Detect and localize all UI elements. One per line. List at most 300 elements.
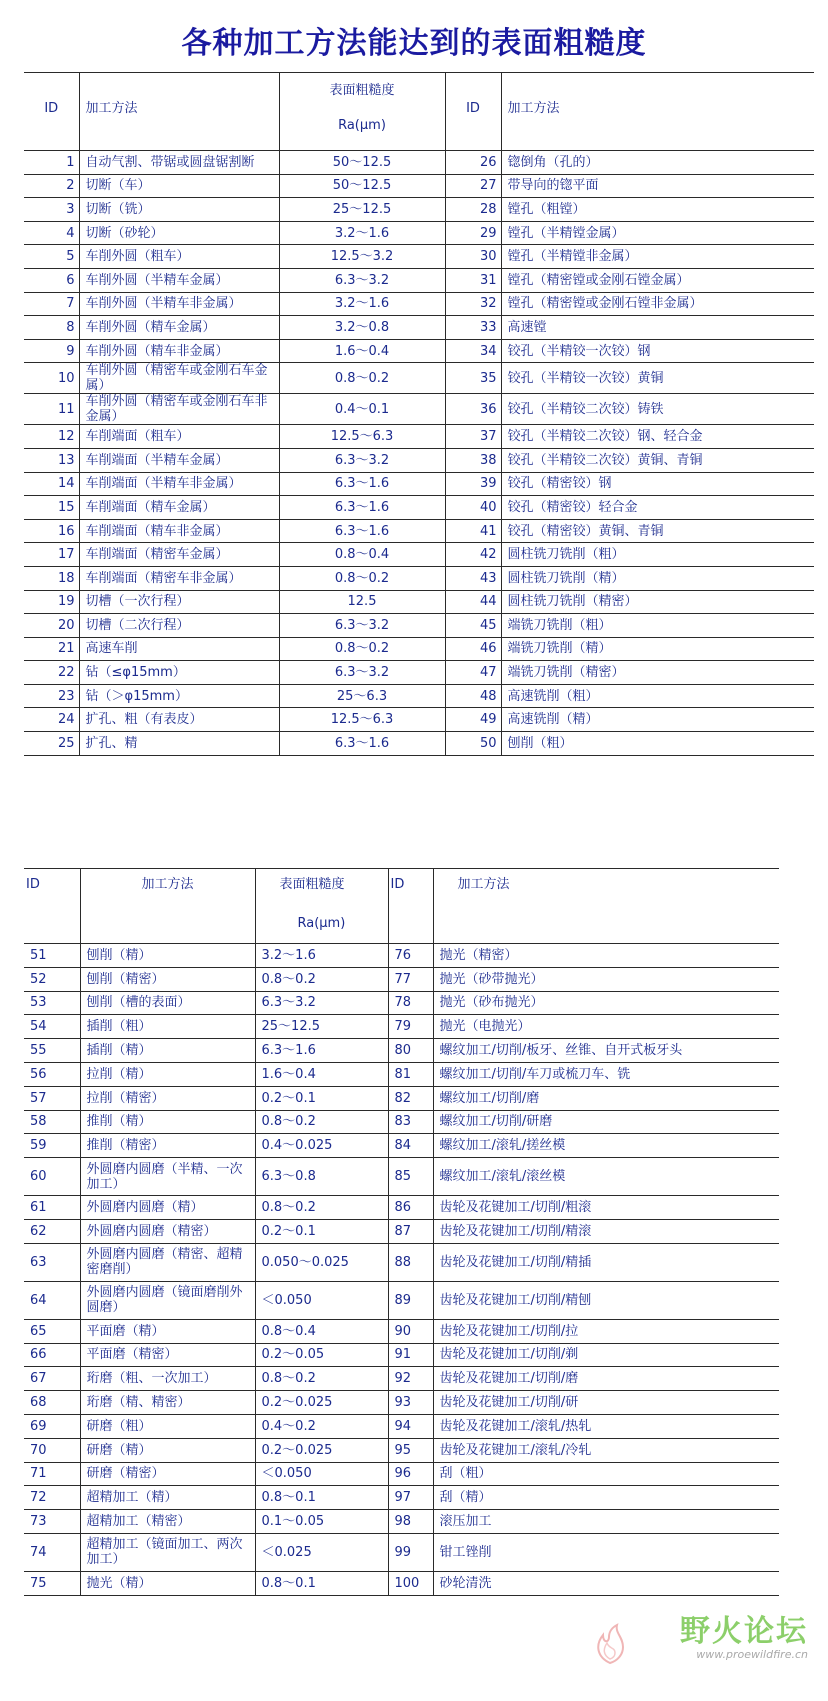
row-id2: 28: [445, 198, 501, 222]
row-id2: 31: [445, 268, 501, 292]
roughness-table-1: [24, 72, 814, 756]
table-row: [24, 732, 814, 756]
row-id: 18: [24, 566, 79, 590]
row-method2: 铰孔（半精铰二次铰）钢、轻合金: [501, 425, 814, 449]
row-id: 15: [24, 496, 79, 520]
row-roughness: 0.4～0.025: [255, 1134, 388, 1158]
row-roughness: 50～12.5: [279, 174, 445, 198]
row-method: 研磨（精）: [80, 1438, 255, 1462]
row-method: 车削端面（半精车非金属）: [79, 472, 279, 496]
row-method: 平面磨（精密）: [80, 1343, 255, 1367]
row-id: 58: [24, 1110, 80, 1134]
row-roughness: 3.2～1.6: [279, 221, 445, 245]
table-row: [24, 316, 814, 340]
row-id2: 41: [445, 519, 501, 543]
row-roughness: 0.2～0.025: [255, 1391, 388, 1415]
row-method2: 螺纹加工/切削/研磨: [433, 1110, 779, 1134]
table-row: [24, 472, 814, 496]
row-id2: 50: [445, 732, 501, 756]
row-roughness: 6.3～3.2: [279, 614, 445, 638]
row-id: 17: [24, 543, 79, 567]
row-id: 65: [24, 1319, 80, 1343]
row-id: 8: [24, 316, 79, 340]
table-row: [24, 1319, 779, 1343]
row-id2: 97: [388, 1486, 433, 1510]
row-id2: 38: [445, 448, 501, 472]
row-method2: 齿轮及花键加工/滚轧/冷轧: [433, 1438, 779, 1462]
table-row: [24, 1462, 779, 1486]
row-roughness: ＜0.050: [255, 1281, 388, 1319]
row-id2: 83: [388, 1110, 433, 1134]
method-header: 加工方法: [80, 869, 255, 944]
table-row: [24, 1438, 779, 1462]
row-method2: 螺纹加工/滚轧/搓丝模: [433, 1134, 779, 1158]
method2-header: 加工方法: [433, 869, 779, 944]
row-method: 研磨（精密）: [80, 1462, 255, 1486]
row-roughness: ＜0.025: [255, 1533, 388, 1571]
row-id2: 76: [388, 944, 433, 968]
row-method: 拉削（精）: [80, 1062, 255, 1086]
row-id2: 89: [388, 1281, 433, 1319]
row-id2: 45: [445, 614, 501, 638]
row-id: 63: [24, 1243, 80, 1281]
table-row: [24, 1367, 779, 1391]
row-id2: 48: [445, 684, 501, 708]
table-row: [24, 708, 814, 732]
row-method2: 螺纹加工/切削/板牙、丝锥、自开式板牙头: [433, 1039, 779, 1063]
row-method2: 铰孔（精密铰）黄铜、青铜: [501, 519, 814, 543]
row-id2: 42: [445, 543, 501, 567]
table-row: [24, 944, 779, 968]
row-id: 6: [24, 268, 79, 292]
row-id: 5: [24, 245, 79, 269]
table-row: [24, 566, 814, 590]
row-id: 67: [24, 1367, 80, 1391]
page-title: 各种加工方法能达到的表面粗糙度: [181, 26, 647, 61]
flame-logo-icon: [587, 1621, 633, 1667]
row-id: 60: [24, 1158, 80, 1196]
row-id: 12: [24, 425, 79, 449]
row-method2: 端铣刀铣削（精）: [501, 637, 814, 661]
row-roughness: 0.8～0.2: [255, 967, 388, 991]
id2-header: ID: [445, 73, 501, 151]
row-id: 55: [24, 1039, 80, 1063]
table-row: [24, 1281, 779, 1319]
row-method: 推削（精）: [80, 1110, 255, 1134]
row-method: 插削（粗）: [80, 1015, 255, 1039]
table-row: [24, 174, 814, 198]
row-roughness: 0.4～0.2: [255, 1414, 388, 1438]
row-id2: 93: [388, 1391, 433, 1415]
row-id2: 96: [388, 1462, 433, 1486]
row-roughness: 6.3～1.6: [279, 472, 445, 496]
row-method: 超精加工（精密）: [80, 1510, 255, 1534]
row-method2: 高速镗: [501, 316, 814, 340]
row-id2: 78: [388, 991, 433, 1015]
method-header: 加工方法: [79, 73, 279, 151]
row-method: 外圆磨内圆磨（精密、超精密磨削）: [80, 1243, 255, 1281]
row-method: 车削外圆（半精车非金属）: [79, 292, 279, 316]
row-method2: 铰孔（精密铰）钢: [501, 472, 814, 496]
row-method2: 镗孔（半精镗金属）: [501, 221, 814, 245]
row-roughness: 6.3～0.8: [255, 1158, 388, 1196]
row-method2: 滚压加工: [433, 1510, 779, 1534]
table-row: [24, 661, 814, 685]
row-method: 车削端面（精车非金属）: [79, 519, 279, 543]
row-id: 24: [24, 708, 79, 732]
roughness-header: 表面粗糙度 Ra(μm): [255, 869, 388, 944]
row-roughness: 25～12.5: [255, 1015, 388, 1039]
row-id: 52: [24, 967, 80, 991]
row-method2: 齿轮及花键加工/切削/精滚: [433, 1219, 779, 1243]
row-id: 69: [24, 1414, 80, 1438]
row-roughness: 0.2～0.05: [255, 1343, 388, 1367]
row-id2: 82: [388, 1086, 433, 1110]
row-roughness: 0.8～0.2: [279, 363, 445, 394]
table-row: [24, 1219, 779, 1243]
forum-watermark: [680, 1606, 808, 1661]
table-row: [24, 1414, 779, 1438]
row-method2: 高速铣削（精）: [501, 708, 814, 732]
table-header-row: [24, 73, 814, 151]
row-roughness: 0.2～0.1: [255, 1086, 388, 1110]
row-method2: 齿轮及花键加工/滚轧/热轧: [433, 1414, 779, 1438]
table-row: [24, 268, 814, 292]
table-row: [24, 519, 814, 543]
row-roughness: 6.3～3.2: [279, 268, 445, 292]
row-method: 切断（铣）: [79, 198, 279, 222]
row-id: 51: [24, 944, 80, 968]
row-method2: 螺纹加工/滚轧/滚丝模: [433, 1158, 779, 1196]
table-row: [24, 1110, 779, 1134]
row-roughness: 6.3～1.6: [279, 496, 445, 520]
row-method2: 齿轮及花键加工/切削/精刨: [433, 1281, 779, 1319]
row-roughness: 0.4～0.1: [279, 394, 445, 425]
table-header-row: [24, 869, 779, 944]
row-id2: 27: [445, 174, 501, 198]
row-method: 外圆磨内圆磨（半精、一次加工）: [80, 1158, 255, 1196]
row-id2: 36: [445, 394, 501, 425]
row-method: 车削外圆（粗车）: [79, 245, 279, 269]
row-method: 车削外圆（半精车金属）: [79, 268, 279, 292]
row-roughness: 50～12.5: [279, 151, 445, 175]
row-roughness: 6.3～3.2: [279, 661, 445, 685]
row-method: 车削外圆（精车非金属）: [79, 339, 279, 363]
id-header: ID: [24, 869, 80, 944]
row-method: 切断（砂轮）: [79, 221, 279, 245]
row-id2: 46: [445, 637, 501, 661]
row-method2: 圆柱铣刀铣削（精）: [501, 566, 814, 590]
row-method2: 圆柱铣刀铣削（粗）: [501, 543, 814, 567]
row-id2: 29: [445, 221, 501, 245]
row-id: 4: [24, 221, 79, 245]
table-row: [24, 1062, 779, 1086]
row-method2: 刮（精）: [433, 1486, 779, 1510]
row-id: 23: [24, 684, 79, 708]
row-roughness: 3.2～1.6: [279, 292, 445, 316]
row-id: 73: [24, 1510, 80, 1534]
row-id2: 87: [388, 1219, 433, 1243]
row-id2: 40: [445, 496, 501, 520]
row-method2: 铰孔（半精铰二次铰）铸铁: [501, 394, 814, 425]
row-id: 57: [24, 1086, 80, 1110]
table-row: [24, 684, 814, 708]
row-roughness: 0.8～0.4: [255, 1319, 388, 1343]
row-roughness: 12.5: [279, 590, 445, 614]
row-id: 1: [24, 151, 79, 175]
row-id: 19: [24, 590, 79, 614]
row-method: 研磨（粗）: [80, 1414, 255, 1438]
row-method: 超精加工（镜面加工、两次加工）: [80, 1533, 255, 1571]
row-method: 扩孔、精: [79, 732, 279, 756]
row-id2: 47: [445, 661, 501, 685]
table-row: [24, 1486, 779, 1510]
row-roughness: 3.2～1.6: [255, 944, 388, 968]
row-id2: 100: [388, 1571, 433, 1595]
row-id: 72: [24, 1486, 80, 1510]
row-method: 车削外圆（精车金属）: [79, 316, 279, 340]
row-id: 56: [24, 1062, 80, 1086]
row-id: 71: [24, 1462, 80, 1486]
table-row: [24, 292, 814, 316]
row-method2: 刮（粗）: [433, 1462, 779, 1486]
row-roughness: 6.3～1.6: [279, 519, 445, 543]
row-id2: 32: [445, 292, 501, 316]
row-id2: 98: [388, 1510, 433, 1534]
row-method: 刨削（精）: [80, 944, 255, 968]
row-method: 切断（车）: [79, 174, 279, 198]
row-roughness: 12.5～3.2: [279, 245, 445, 269]
row-method: 珩磨（粗、一次加工）: [80, 1367, 255, 1391]
table-row: [24, 339, 814, 363]
table-row: [24, 590, 814, 614]
row-roughness: 3.2～0.8: [279, 316, 445, 340]
table-row: [24, 991, 779, 1015]
watermark-name: 野火论坛: [680, 1614, 808, 1649]
row-roughness: 6.3～3.2: [279, 448, 445, 472]
row-method2: 螺纹加工/切削/磨: [433, 1086, 779, 1110]
row-method: 车削端面（粗车）: [79, 425, 279, 449]
row-id: 66: [24, 1343, 80, 1367]
row-method2: 镗孔（半精镗非金属）: [501, 245, 814, 269]
row-method: 车削端面（精密车非金属）: [79, 566, 279, 590]
row-id: 2: [24, 174, 79, 198]
row-method2: 螺纹加工/切削/车刀或梳刀车、铣: [433, 1062, 779, 1086]
row-id: 11: [24, 394, 79, 425]
row-id: 22: [24, 661, 79, 685]
table-row: [24, 245, 814, 269]
row-id: 61: [24, 1196, 80, 1220]
row-roughness: ＜0.050: [255, 1462, 388, 1486]
row-method: 珩磨（精、精密）: [80, 1391, 255, 1415]
row-id2: 90: [388, 1319, 433, 1343]
roughness-table-2: [24, 868, 779, 1596]
row-method: 平面磨（精）: [80, 1319, 255, 1343]
row-method: 刨削（精密）: [80, 967, 255, 991]
row-id: 54: [24, 1015, 80, 1039]
row-method2: 铰孔（半精铰一次铰）黄铜: [501, 363, 814, 394]
row-id2: 94: [388, 1414, 433, 1438]
row-id: 7: [24, 292, 79, 316]
row-roughness: 6.3～1.6: [279, 732, 445, 756]
row-roughness: 6.3～3.2: [255, 991, 388, 1015]
row-method2: 齿轮及花键加工/切削/磨: [433, 1367, 779, 1391]
row-id: 75: [24, 1571, 80, 1595]
row-id2: 35: [445, 363, 501, 394]
table-row: [24, 1158, 779, 1196]
row-roughness: 0.8～0.2: [279, 566, 445, 590]
row-id2: 92: [388, 1367, 433, 1391]
row-method: 外圆磨内圆磨（精）: [80, 1196, 255, 1220]
table-row: [24, 1391, 779, 1415]
row-method2: 圆柱铣刀铣削（精密）: [501, 590, 814, 614]
table-row: [24, 1571, 779, 1595]
watermark-url: www.proewildfire.cn: [696, 1648, 808, 1661]
row-id2: 99: [388, 1533, 433, 1571]
table-row: [24, 1039, 779, 1063]
table-row: [24, 394, 814, 425]
row-id: 68: [24, 1391, 80, 1415]
row-id2: 79: [388, 1015, 433, 1039]
row-id: 70: [24, 1438, 80, 1462]
table-row: [24, 221, 814, 245]
table-row: [24, 1015, 779, 1039]
row-id: 9: [24, 339, 79, 363]
table-row: [24, 1196, 779, 1220]
id-header: ID: [24, 73, 79, 151]
row-roughness: 0.8～0.1: [255, 1486, 388, 1510]
row-roughness: 1.6～0.4: [279, 339, 445, 363]
row-method: 钻（≤φ15mm）: [79, 661, 279, 685]
row-method: 车削端面（精密车金属）: [79, 543, 279, 567]
row-id: 64: [24, 1281, 80, 1319]
table-row: [24, 967, 779, 991]
row-id: 74: [24, 1533, 80, 1571]
row-roughness: 0.8～0.2: [255, 1196, 388, 1220]
row-method2: 带导向的锪平面: [501, 174, 814, 198]
table-row: [24, 198, 814, 222]
table-row: [24, 1134, 779, 1158]
table-row: [24, 614, 814, 638]
row-id: 53: [24, 991, 80, 1015]
row-id: 59: [24, 1134, 80, 1158]
row-method: 外圆磨内圆磨（镜面磨削外圆磨）: [80, 1281, 255, 1319]
row-id: 13: [24, 448, 79, 472]
row-roughness: 0.1～0.05: [255, 1510, 388, 1534]
row-roughness: 0.8～0.2: [255, 1110, 388, 1134]
row-roughness: 0.8～0.1: [255, 1571, 388, 1595]
row-id2: 91: [388, 1343, 433, 1367]
row-method: 外圆磨内圆磨（精密）: [80, 1219, 255, 1243]
row-method2: 齿轮及花键加工/切削/剃: [433, 1343, 779, 1367]
row-method: 车削端面（精车金属）: [79, 496, 279, 520]
row-id: 21: [24, 637, 79, 661]
row-roughness: 1.6～0.4: [255, 1062, 388, 1086]
row-method2: 刨削（粗）: [501, 732, 814, 756]
row-method: 推削（精密）: [80, 1134, 255, 1158]
row-method: 车削外圆（精密车或金刚石车非金属）: [79, 394, 279, 425]
table-row: [24, 1243, 779, 1281]
row-id2: 44: [445, 590, 501, 614]
row-id2: 30: [445, 245, 501, 269]
row-id: 3: [24, 198, 79, 222]
row-method2: 齿轮及花键加工/切削/拉: [433, 1319, 779, 1343]
row-id2: 77: [388, 967, 433, 991]
row-id2: 49: [445, 708, 501, 732]
table-row: [24, 496, 814, 520]
roughness-header: 表面粗糙度 Ra(μm): [279, 73, 445, 151]
row-id: 10: [24, 363, 79, 394]
row-id2: 95: [388, 1438, 433, 1462]
row-roughness: 0.2～0.1: [255, 1219, 388, 1243]
row-method2: 齿轮及花键加工/切削/研: [433, 1391, 779, 1415]
row-method2: 抛光（砂布抛光）: [433, 991, 779, 1015]
row-method2: 抛光（砂带抛光）: [433, 967, 779, 991]
row-roughness: 12.5～6.3: [279, 708, 445, 732]
row-method2: 齿轮及花键加工/切削/精插: [433, 1243, 779, 1281]
table-row: [24, 425, 814, 449]
row-roughness: 12.5～6.3: [279, 425, 445, 449]
row-method: 刨削（槽的表面）: [80, 991, 255, 1015]
row-method2: 齿轮及花键加工/切削/粗滚: [433, 1196, 779, 1220]
row-method2: 铰孔（半精铰二次铰）黄铜、青铜: [501, 448, 814, 472]
table-row: [24, 1343, 779, 1367]
row-roughness: 0.050～0.025: [255, 1243, 388, 1281]
row-roughness: 0.8～0.2: [279, 637, 445, 661]
row-method: 切槽（一次行程）: [79, 590, 279, 614]
row-method: 抛光（精）: [80, 1571, 255, 1595]
row-method: 高速车削: [79, 637, 279, 661]
row-method2: 锪倒角（孔的）: [501, 151, 814, 175]
row-method2: 抛光（电抛光）: [433, 1015, 779, 1039]
row-method2: 铰孔（精密铰）轻合金: [501, 496, 814, 520]
row-id2: 33: [445, 316, 501, 340]
row-roughness: 0.2～0.025: [255, 1438, 388, 1462]
row-id2: 37: [445, 425, 501, 449]
row-method: 自动气割、带锯或圆盘锯割断: [79, 151, 279, 175]
row-method: 切槽（二次行程）: [79, 614, 279, 638]
row-method: 车削外圆（精密车或金刚石车金属）: [79, 363, 279, 394]
row-method2: 镗孔（精密镗或金刚石镗金属）: [501, 268, 814, 292]
row-id2: 80: [388, 1039, 433, 1063]
row-roughness: 0.8～0.2: [255, 1367, 388, 1391]
row-method2: 砂轮清洗: [433, 1571, 779, 1595]
row-id2: 86: [388, 1196, 433, 1220]
row-roughness: 6.3～1.6: [255, 1039, 388, 1063]
table-row: [24, 448, 814, 472]
table-row: [24, 363, 814, 394]
row-method: 车削端面（半精车金属）: [79, 448, 279, 472]
row-method: 扩孔、粗（有表皮）: [79, 708, 279, 732]
row-method2: 端铣刀铣削（粗）: [501, 614, 814, 638]
row-id: 62: [24, 1219, 80, 1243]
row-id: 16: [24, 519, 79, 543]
row-method: 超精加工（精）: [80, 1486, 255, 1510]
row-id2: 81: [388, 1062, 433, 1086]
row-roughness: 25～6.3: [279, 684, 445, 708]
row-id2: 85: [388, 1158, 433, 1196]
table-row: [24, 637, 814, 661]
row-id: 20: [24, 614, 79, 638]
row-method: 钻（＞φ15mm）: [79, 684, 279, 708]
row-id: 25: [24, 732, 79, 756]
row-roughness: 0.8～0.4: [279, 543, 445, 567]
table-row: [24, 1086, 779, 1110]
row-method2: 镗孔（精密镗或金刚石镗非金属）: [501, 292, 814, 316]
row-method2: 钳工锉削: [433, 1533, 779, 1571]
row-method2: 铰孔（半精铰一次铰）钢: [501, 339, 814, 363]
table-row: [24, 1533, 779, 1571]
